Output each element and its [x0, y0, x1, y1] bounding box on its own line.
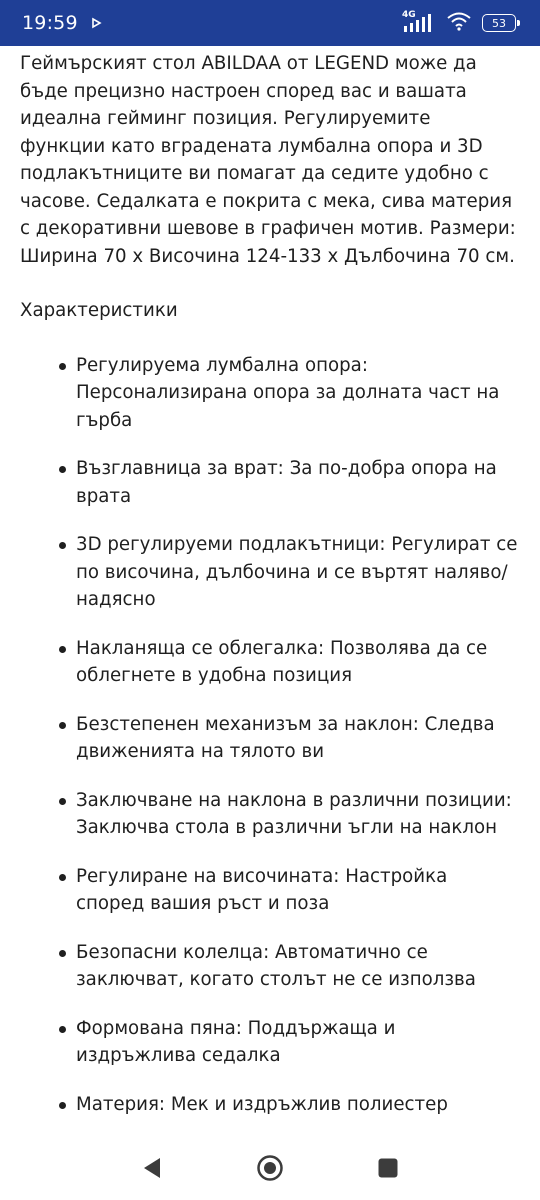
list-item	[20, 787, 520, 842]
feature-text: Заключване на наклона в различни позиции: Заключва стола в различни ъгли на наклон	[76, 789, 512, 838]
status-right	[402, 11, 516, 35]
bullet-icon	[59, 466, 66, 473]
battery-indicator	[482, 14, 516, 32]
bullet-icon	[59, 542, 66, 549]
bullet-icon	[59, 1102, 66, 1109]
feature-text: Формована пяна: Поддържаща и издръжлива седалка	[76, 1017, 396, 1066]
characteristics-heading: Характеристики	[20, 300, 178, 321]
list-item	[20, 1015, 520, 1070]
bullet-icon	[59, 1026, 66, 1033]
bullet-icon	[59, 722, 66, 729]
bullet-icon	[59, 646, 66, 653]
feature-text: Безстепенен механизъм за наклон: Следва движенията на тялото ви	[76, 713, 495, 762]
feature-text: Регулируема лумбална опора: Персонализирана опора за долната част на гърба	[76, 354, 500, 431]
bullet-icon	[59, 798, 66, 805]
status-time: 19:59	[22, 12, 78, 34]
list-item	[20, 455, 520, 510]
network-type: 4G	[402, 10, 416, 20]
features-list	[20, 352, 520, 1119]
list-item	[20, 635, 520, 690]
feature-text: Безопасни колелца: Автоматично се заключват, когато столът не се използва	[76, 941, 476, 990]
feature-text: Накланяща се облегалка: Позволява да се облегнете в удобна позиция	[76, 637, 488, 686]
recents-square-icon[interactable]	[370, 1150, 406, 1186]
battery-level: 53	[492, 16, 506, 30]
list-item	[20, 863, 520, 918]
product-description	[20, 50, 520, 1167]
status-bar	[0, 0, 540, 46]
bullet-icon	[59, 874, 66, 881]
back-triangle-icon[interactable]	[134, 1150, 170, 1186]
feature-text: Възглавница за врат: За по-добра опора на врата	[76, 458, 497, 507]
list-item	[20, 939, 520, 994]
list-item	[20, 711, 520, 766]
intro-paragraph: Геймърският стол ABILDAA от LEGEND може да бъде прецизно настроен според вас и вашата идеална гейминг позиция. Регулируемите функции като вградената лумбална опора и 3D подлакътниците ви помагат да седите удобно с часове. Седалката е покрита с мека, сива материя с декоративни шевове в графичен мотив. Размери: Ширина 70 x Височина 124-133 x Дълбочина 70 см.	[20, 53, 516, 267]
wifi-icon	[446, 11, 472, 35]
feature-text: Материя: Мек и издръжлив полиестер	[76, 1093, 448, 1115]
feature-text: 3D регулируеми подлакътници: Регулират се по височина, дълбочина и се въртят наляво/надясно	[76, 534, 518, 610]
navigation-bar	[0, 1136, 540, 1200]
list-item	[20, 352, 520, 435]
feature-text: Регулиране на височината: Настройка според вашия ръст и поза	[76, 865, 448, 914]
list-item	[20, 1091, 520, 1119]
home-circle-icon[interactable]	[252, 1150, 288, 1186]
bullet-icon	[59, 950, 66, 957]
status-left	[22, 12, 102, 34]
bullet-icon	[59, 363, 66, 370]
list-item	[20, 531, 520, 614]
play-triangle-icon	[90, 14, 102, 33]
signal-bars-icon	[402, 12, 436, 34]
